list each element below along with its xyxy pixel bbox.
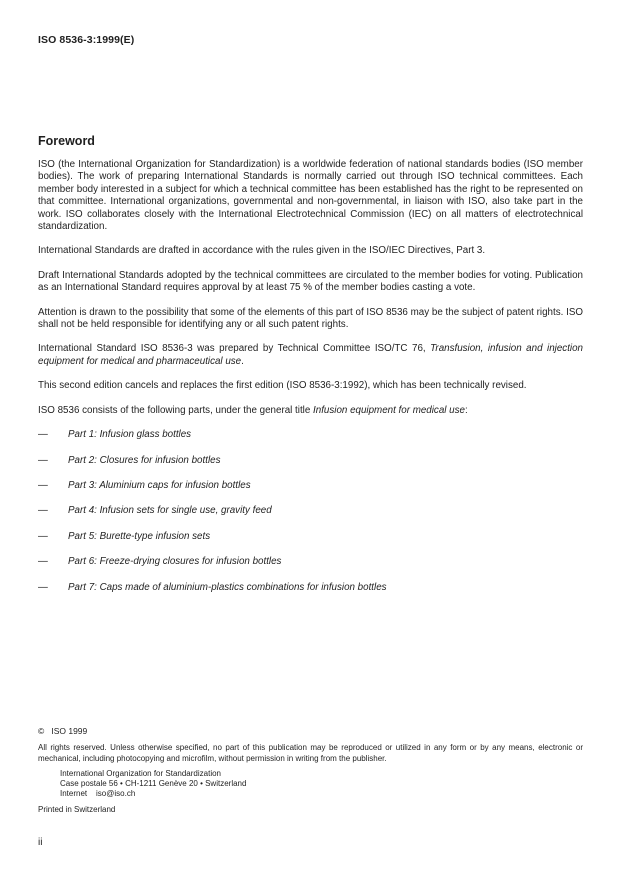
part-label: Part 2: Closures for infusion bottles	[68, 454, 221, 466]
part-label: Part 7: Caps made of aluminium-plastics combinations for infusion bottles	[68, 581, 387, 593]
parts-intro-title-italic: Infusion equipment for medical use	[313, 404, 465, 416]
part-list-item	[38, 480, 583, 492]
parts-intro-suffix: :	[464, 404, 468, 416]
paragraph-parts-intro	[38, 405, 583, 417]
part-label: Part 4: Infusion sets for single use, gravity feed	[68, 505, 272, 517]
part-list-item	[38, 505, 583, 517]
committee-text-suffix: .	[241, 355, 244, 367]
em-dash: —	[38, 505, 48, 517]
address-internet: Internet iso@iso.ch	[60, 789, 136, 799]
committee-title-italic: Transfusion, infusion and injection equipment for medical and pharmaceutical use	[38, 343, 583, 367]
em-dash: —	[38, 454, 48, 466]
page-number: ii	[38, 837, 43, 848]
part-label: Part 6: Freeze-drying closures for infusion bottles	[68, 556, 282, 568]
em-dash: —	[38, 581, 48, 593]
address-postal: Case postale 56 • CH-1211 Genève 20 • Switzerland	[60, 779, 247, 789]
part-list-item	[38, 582, 583, 594]
address-organization: International Organization for Standardization	[60, 768, 221, 778]
part-label: Part 1: Infusion glass bottles	[68, 429, 192, 441]
parts-intro-prefix: ISO 8536 consists of the following parts, under the general title	[38, 404, 314, 416]
publisher-address	[38, 769, 583, 800]
part-label: Part 5: Burette-type infusion sets	[68, 530, 211, 542]
part-list-item	[38, 429, 583, 441]
printed-in-line: Printed in Switzerland	[38, 804, 116, 814]
paragraph-iso-description: ISO (the International Organization for Standardization) is a worldwide federation of national standards bodies (ISO member bodies). The work of preparing International Standards is normally carried out through ISO technical committees. Each member body interested in a subject for which a technical committee has been established has the right to be represented on that committee. International organizations, governmental and non-governmental, in liaison with ISO, also take part in the work. ISO collaborates closely with the International Electrotechnical Commission (IEC) on all matters of electrotechnical standardization.	[38, 159, 583, 233]
em-dash: —	[38, 429, 48, 441]
page-footer	[38, 726, 583, 815]
foreword-heading: Foreword	[38, 134, 95, 148]
part-list-item	[38, 531, 583, 543]
foreword-body	[38, 159, 583, 607]
part-list-item	[38, 556, 583, 568]
document-reference: ISO 8536-3:1999(E)	[38, 34, 135, 46]
paragraph-committee	[38, 343, 583, 368]
part-label: Part 3: Aluminium caps for infusion bottles	[68, 479, 251, 491]
copyright-line: © ISO 1999	[38, 726, 88, 736]
parts-list	[38, 429, 583, 594]
paragraph-second-edition: This second edition cancels and replaces the first edition (ISO 8536-3:1992), which has been technically revised.	[38, 380, 527, 392]
rights-statement: All rights reserved. Unless otherwise specified, no part of this publication may be reproduced or utilized in any form or by any means, electronic or mechanical, including photocopying and microfilm, without permission in writing from the publisher.	[38, 743, 583, 763]
em-dash: —	[38, 556, 48, 568]
committee-text-prefix: International Standard ISO 8536-3 was prepared by Technical Committee ISO/TC 76,	[38, 343, 431, 355]
paragraph-voting: Draft International Standards adopted by the technical committees are circulated to the member bodies for voting. Publication as an International Standard requires approval by at least 75 % of the member bodies casting a vote.	[38, 269, 583, 294]
em-dash: —	[38, 530, 48, 542]
paragraph-patent-rights: Attention is drawn to the possibility that some of the elements of this part of ISO 8536 may be the subject of patent rights. ISO shall not be held responsible for identifying any or all such patent rights.	[38, 306, 583, 331]
part-list-item	[38, 455, 583, 467]
paragraph-directives: International Standards are drafted in accordance with the rules given in the ISO/IEC Directives, Part 3.	[38, 245, 486, 257]
em-dash: —	[38, 479, 48, 491]
